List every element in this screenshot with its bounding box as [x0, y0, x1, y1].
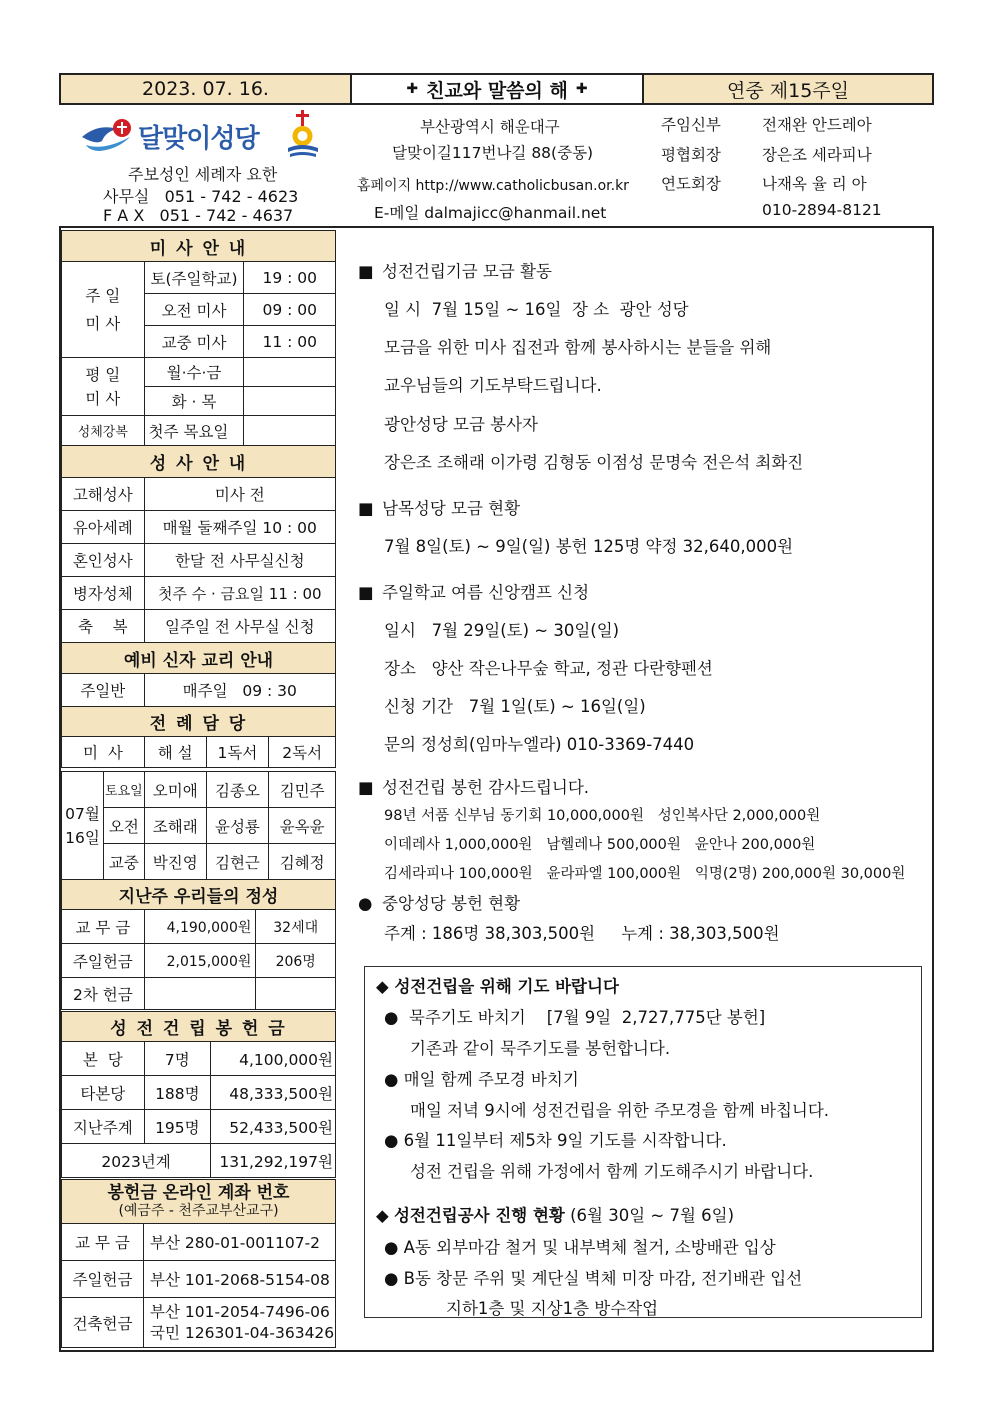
dot-bullet-icon: ●: [384, 1238, 404, 1257]
staff-name: 장은조 세라피나: [762, 146, 872, 164]
staff-role: 연도회장: [661, 175, 721, 193]
cross-icon: ✚: [575, 81, 588, 97]
offering-name: 2차 헌금: [62, 978, 145, 1010]
mass-time: 09 : 00: [244, 294, 336, 326]
announcement-title: ● 중앙성당 봉헌 현황: [358, 894, 521, 913]
email-address[interactable]: E-메일 dalmajicc@hanmail.net: [374, 204, 607, 222]
weekday-mass-label: 평 일 미 사: [62, 358, 145, 416]
sacrament-name: 고해성사: [62, 478, 145, 511]
fund-name: 본 당: [62, 1042, 145, 1076]
bulletin-date: 2023. 07. 16.: [59, 73, 352, 105]
sacrament-value: 한달 전 사무실신청: [144, 544, 335, 577]
saint-emblem-icon: [284, 108, 322, 160]
fund-name: 지난주계: [62, 1110, 145, 1144]
liturgy-title: 전 례 담 당: [62, 707, 336, 737]
building-fund-table: [61, 1011, 336, 1178]
liturgy-table: [61, 706, 336, 880]
homepage-link[interactable]: 홈페이지 http://www.catholicbusan.or.kr: [357, 178, 629, 194]
accounts-table: [61, 1179, 336, 1348]
year-total-amount: 131,292,197원: [211, 1144, 336, 1178]
sacrament-value: 미사 전: [144, 478, 335, 511]
prayer-item: ● 6월 11일부터 제5차 9일 기도를 시작합니다.: [384, 1131, 727, 1150]
building-fund-title: 성 전 건 립 봉 헌 금: [62, 1012, 336, 1042]
announcement-title: ■ 남목성당 모금 현황: [358, 499, 521, 518]
address-line2: 달맞이길117번나길 88(중동): [392, 144, 594, 162]
liturgy-reading2: 윤옥윤: [269, 808, 336, 844]
prayer-item: ● 묵주기도 바치기 [7월 9일 2,727,775단 봉헌]: [384, 1008, 766, 1027]
fund-amount: 4,100,000원: [211, 1042, 336, 1076]
address-line1: 부산광역시 해운대구: [420, 118, 560, 136]
account-number[interactable]: 부산 101-2054-7496-06: [150, 1302, 330, 1321]
fax-number: F A X 051 - 742 - 4637: [103, 206, 294, 225]
fund-count: 188명: [144, 1076, 211, 1110]
announcement-title: ■ 성전건립 봉헌 감사드립니다.: [358, 778, 590, 797]
accounts-title: 봉헌금 온라인 계좌 번호: [107, 1182, 290, 1203]
offerings-title: 지난주 우리들의 정성: [62, 880, 336, 910]
cross-icon: ✚: [406, 81, 419, 97]
liturgy-reading1: 김현근: [206, 844, 269, 880]
mass-title: 미 사 안 내: [62, 231, 336, 262]
sacrament-value: 첫주 수 · 금요일 11 : 00: [144, 577, 335, 610]
prayer-item-detail: 성전 건립을 위해 가정에서 함께 기도해주시기 바랍니다.: [410, 1162, 814, 1181]
progress-item-detail: 지하1층 및 지상1층 방수작업: [446, 1299, 659, 1318]
announcement-line: 모금을 위한 미사 집전과 함께 봉사하시는 분들을 위해: [384, 338, 772, 357]
patron-saint: 주보성인 세례자 요한: [128, 165, 278, 184]
liturgical-week: 연중 제15주일: [642, 73, 934, 105]
diamond-bullet-icon: ◆: [376, 1206, 394, 1225]
announcement-line: 문의 정성희(임마누엘라) 010-3369-7440: [384, 735, 695, 754]
liturgy-reading1: 윤성룡: [206, 808, 269, 844]
adoration-label: 성체강복: [62, 416, 145, 446]
catechism-label: 주일반: [62, 674, 145, 707]
prayer-item: ● 매일 함께 주모경 바치기: [384, 1070, 579, 1089]
liturgy-header: 미 사: [62, 737, 145, 768]
liturgy-reading2: 김혜정: [269, 844, 336, 880]
account-name: 건축헌금: [62, 1298, 144, 1348]
announcement-title: ■ 주일학교 여름 신앙캠프 신청: [358, 583, 590, 602]
offering-amount: 4,190,000원: [144, 910, 256, 944]
offerings-table: [61, 879, 336, 1010]
mass-name: 화 · 목: [144, 387, 244, 416]
catechism-value: 매주일 09 : 30: [144, 674, 335, 707]
diamond-bullet-icon: ◆: [376, 977, 395, 996]
offering-name: 주일헌금: [62, 944, 145, 978]
account-name: 주일헌금: [62, 1261, 144, 1298]
dot-bullet-icon: ●: [384, 1131, 404, 1150]
fund-count: 7명: [144, 1042, 211, 1076]
year-motto: ✚ 친교와 말씀의 해 ✚: [350, 73, 644, 105]
fund-name: 타본당: [62, 1076, 145, 1110]
contact-phone: 010-2894-8121: [762, 201, 882, 219]
square-bullet-icon: ■: [358, 499, 374, 518]
announcement-line: 교우님들의 기도부탁드립니다.: [384, 376, 602, 395]
bottom-rule: [59, 1350, 934, 1352]
account-number[interactable]: 부산 101-2068-5154-08: [144, 1261, 336, 1298]
liturgy-mass: 오전: [103, 808, 144, 844]
account-name: 교 무 금: [62, 1224, 144, 1261]
prayer-box-title: ◆ 성전건립을 위해 기도 바랍니다: [376, 977, 619, 996]
mass-time: 19 : 00: [244, 262, 336, 294]
square-bullet-icon: ■: [358, 778, 374, 797]
fund-amount: 52,433,500원: [211, 1110, 336, 1144]
progress-item: ● A동 외부마감 철거 및 내부벽체 철거, 소방배관 입상: [384, 1238, 776, 1257]
offering-amount: 2,015,000원: [144, 944, 256, 978]
mass-time: [244, 387, 336, 416]
announcement-line: 98년 서품 신부님 동기회 10,000,000원 성인복사단 2,000,000원: [384, 808, 821, 824]
progress-title: ◆ 성전건립공사 진행 현황 (6월 30일 ~ 7월 6일): [376, 1206, 735, 1225]
account-number[interactable]: 국민 126301-04-363426: [150, 1323, 335, 1342]
announcement-line: 신청 기간 7월 1일(토) ~ 16일(일): [384, 697, 646, 716]
staff-role: 평협회장: [661, 146, 721, 164]
dot-bullet-icon: ●: [384, 1008, 409, 1027]
sacrament-name: 유아세례: [62, 511, 145, 544]
announcement-line: 장은조 조해래 이가령 김형동 이점성 문명숙 전은석 최화진: [384, 453, 804, 472]
square-bullet-icon: ■: [358, 262, 374, 281]
adoration-value: 첫주 목요일: [144, 416, 244, 446]
dot-bullet-icon: ●: [384, 1070, 404, 1089]
announcement-line: 7월 8일(토) ~ 9일(일) 봉헌 125명 약정 32,640,000원: [384, 537, 794, 556]
mass-table: [61, 230, 336, 446]
liturgy-header: 해 설: [144, 737, 206, 768]
announcement-line: 이데레사 1,000,000원 남헬레나 500,000원 윤안나 200,000원: [384, 837, 816, 853]
sacrament-name: 병자성체: [62, 577, 145, 610]
announcement-title: ■ 성전건립기금 모금 활동: [358, 262, 552, 281]
liturgy-header: 1독서: [206, 737, 269, 768]
offering-count: 206명: [256, 944, 336, 978]
sacraments-title: 성 사 안 내: [62, 446, 336, 478]
staff-role: 주임신부: [661, 116, 721, 134]
offering-amount: [144, 978, 256, 1010]
liturgy-header: 2독서: [269, 737, 336, 768]
parish-logo-icon: [78, 115, 138, 155]
mass-time: [244, 358, 336, 387]
mass-time: 11 : 00: [244, 326, 336, 358]
prayer-item-detail: 매일 저녁 9시에 성전건립을 위한 주모경을 함께 바칩니다.: [410, 1101, 830, 1120]
accounts-subtitle: (예금주 - 천주교부산교구): [118, 1202, 279, 1219]
liturgy-commentary: 오미애: [144, 772, 206, 808]
announcement-line: 주계 : 186명 38,303,500원 누계 : 38,303,500원: [384, 924, 780, 943]
account-number[interactable]: 부산 280-01-001107-2: [144, 1224, 336, 1261]
dot-bullet-icon: ●: [358, 894, 373, 913]
liturgy-commentary: 박진영: [144, 844, 206, 880]
mass-name: 오전 미사: [144, 294, 244, 326]
liturgy-reading2: 김민주: [269, 772, 336, 808]
prayer-item-detail: 기존과 같이 묵주기도를 봉헌합니다.: [410, 1039, 671, 1058]
mass-name: 월·수·금: [144, 358, 244, 387]
announcement-line: 일 시 7월 15일 ~ 16일 장 소 광안 성당: [384, 300, 689, 319]
year-total-label: 2023년계: [62, 1144, 211, 1178]
parish-name: 달맞이성당: [138, 124, 259, 154]
sunday-mass-label: 주 일 미 사: [62, 262, 145, 358]
liturgy-commentary: 조해래: [144, 808, 206, 844]
dot-bullet-icon: ●: [384, 1269, 404, 1288]
liturgy-mass: 교중: [103, 844, 144, 880]
mass-name: 교중 미사: [144, 326, 244, 358]
announcement-line: 광안성당 모금 봉사자: [384, 415, 538, 434]
sacrament-name: 축 복: [62, 610, 145, 643]
offering-count: [256, 978, 336, 1010]
staff-name: 전재완 안드레아: [762, 116, 872, 134]
liturgy-mass: 토요일: [103, 772, 144, 808]
offering-name: 교 무 금: [62, 910, 145, 944]
announcement-line: 김세라피나 100,000원 윤라파엘 100,000원 익명(2명) 200,000원 30,000원: [384, 866, 906, 882]
sacrament-value: 매월 둘째주일 10 : 00: [144, 511, 335, 544]
liturgy-date: 07월 16일: [62, 772, 104, 880]
sacrament-value: 일주일 전 사무실 신청: [144, 610, 335, 643]
liturgy-reading1: 김종오: [206, 772, 269, 808]
mass-name: 토(주일학교): [144, 262, 244, 294]
progress-item: ● B동 창문 주위 및 계단실 벽체 미장 마감, 전기배관 입선: [384, 1269, 803, 1288]
staff-name: 나재옥 율 리 아: [762, 175, 867, 193]
office-phone: 사무실 051 - 742 - 4623: [103, 187, 299, 206]
announcement-line: 일시 7월 29일(토) ~ 30일(일): [384, 621, 620, 640]
sacrament-name: 혼인성사: [62, 544, 145, 577]
offering-count: 32세대: [256, 910, 336, 944]
square-bullet-icon: ■: [358, 583, 374, 602]
fund-count: 195명: [144, 1110, 211, 1144]
catechism-title: 예비 신자 교리 안내: [62, 643, 336, 674]
fund-amount: 48,333,500원: [211, 1076, 336, 1110]
announcement-line: 장소 양산 작은나무숲 학교, 정관 다란향펜션: [384, 659, 713, 678]
sacraments-table: [61, 445, 336, 707]
